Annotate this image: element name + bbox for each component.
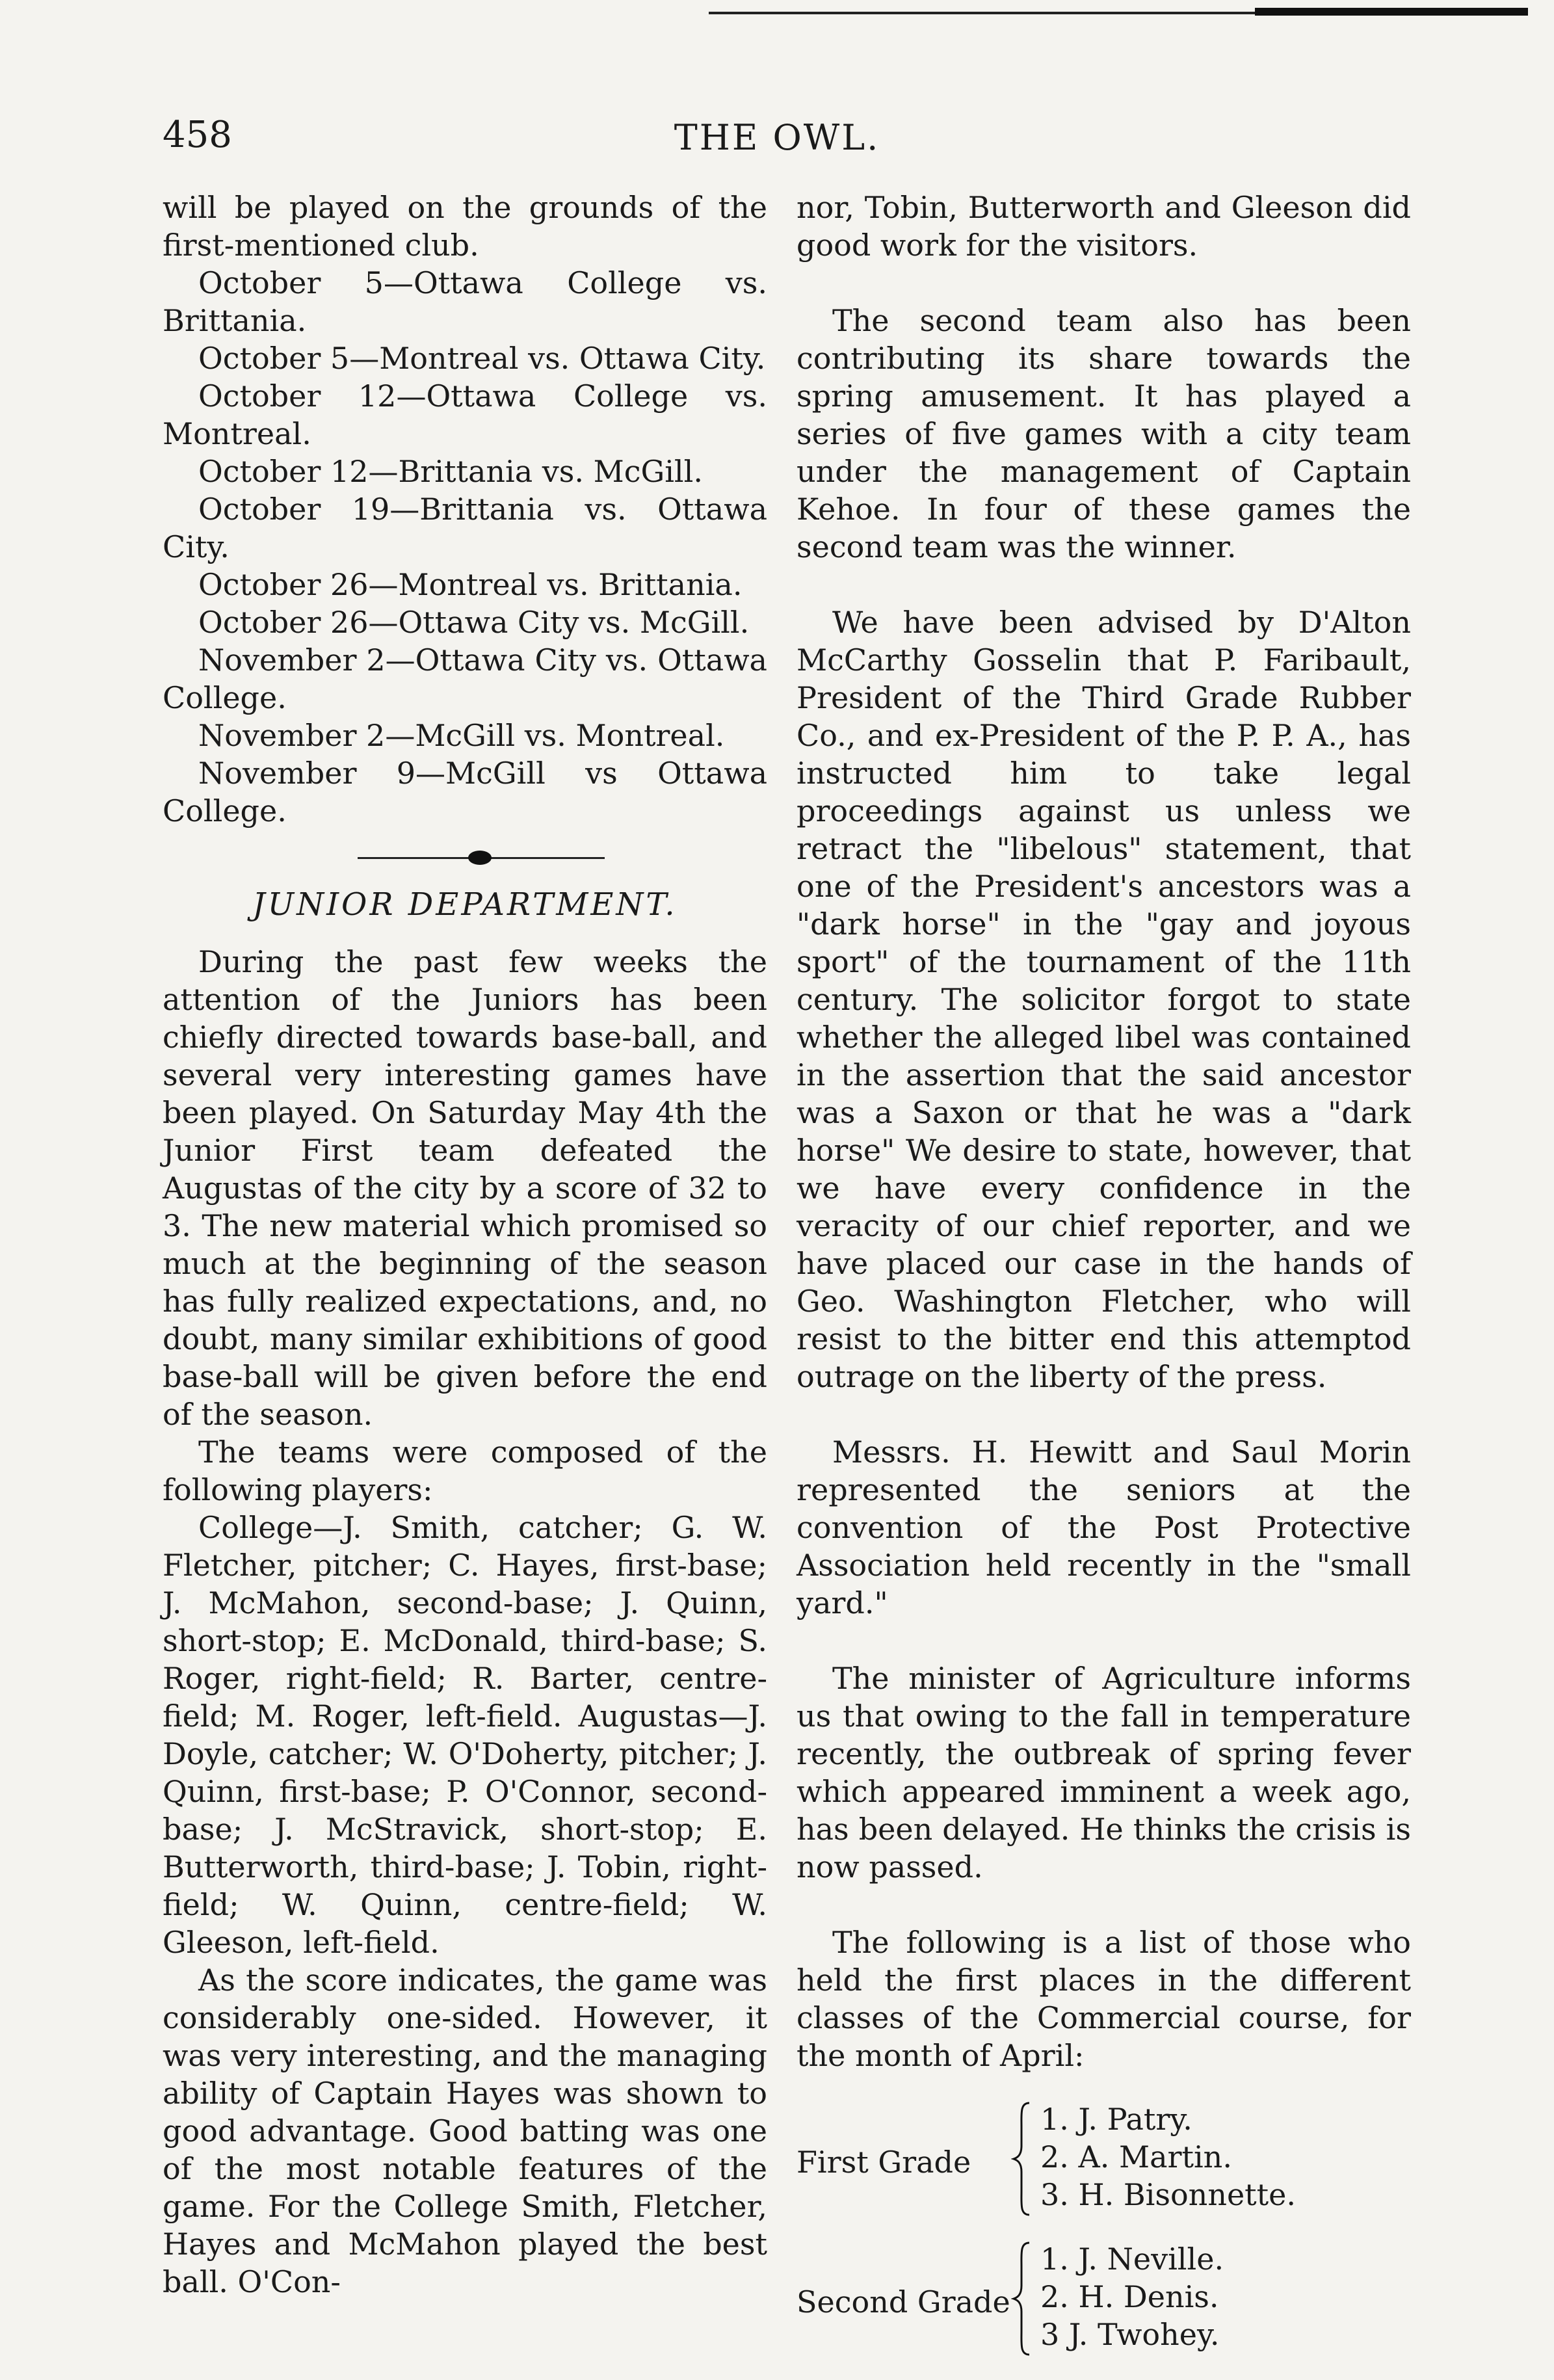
right-column xyxy=(797,189,1411,2380)
brace-icon xyxy=(1011,2100,1033,2217)
section-title: JUNIOR DEPARTMENT. xyxy=(252,886,678,923)
list-item: 1. J. Patry. xyxy=(1040,2102,1192,2137)
paragraph: The minister of Agriculture informs us that owing to the fall in temperature recently, the outbreak of spring fever which appeared imminent a week ago, has been delayed. He thinks the crisis is now passed. xyxy=(797,1661,1411,1884)
brace-icon xyxy=(1011,2240,1033,2357)
paragraph: Messrs. H. Hewitt and Saul Morin represented the seniors at the convention of the Post Protective Association held recently in the "small yard." xyxy=(797,1435,1411,1620)
schedule-item: October 19—Brittania vs. Ottawa City. xyxy=(163,492,767,564)
paragraph: We have been advised by D'Alton McCarthy Gosselin that P. Faribault, President of the Third Grade Rubber Co., and ex-President of the P. P. A., has instructed him to take legal proceedings against us unless we retract the "libelous" statement, that one of the President's ancestors was a "dark horse" in the "gay and joyous sport" of the tournament of the 11th century. The solicitor forgot to state whether the alleged libel was contained in the assertion that the said ancestor was a Saxon or that he was a "dark horse" We desire to state, however, that we have every confidence in the veracity of our chief reporter, and we have placed our case in the hands of Geo. Washington Fletcher, who will resist to the bitter end this attemptod outrage on the liberty of the press. xyxy=(797,605,1411,1394)
grade-label: Second Grade xyxy=(797,2284,1010,2320)
paragraph: As the score indicates, the game was considerably one-sided. However, it was very interesting, and the managing ability of Captain Hayes was shown to good advantage. Good batting was one of the most notable features of the game. For the College Smith, Fletcher, Hayes and McMahon played the best ball. O'Con- xyxy=(163,1963,767,2299)
top-rule xyxy=(709,12,1528,14)
list-item: 2. A. Martin. xyxy=(1040,2139,1232,2175)
honors-list xyxy=(797,2100,1411,2380)
paragraph: The following is a list of those who held the first places in the different classes of the Commercial course, for the month of April: xyxy=(797,1925,1411,2073)
list-item: 3. H. Bisonnette. xyxy=(1040,2177,1296,2212)
grade-names xyxy=(1040,2240,1224,2353)
list-item: 2. H. Denis. xyxy=(1040,2279,1219,2314)
schedule-item: October 12—Brittania vs. McGill. xyxy=(198,454,703,489)
paragraph: The second team also has been contributing its share towards the spring amusement. It has played a series of five games with a city team under the management of Captain Kehoe. In four of these games the second team was the winner. xyxy=(797,303,1411,564)
schedule-item: November 9—McGill vs Ottawa College. xyxy=(163,756,767,828)
list-item: 3 J. Twohey. xyxy=(1040,2317,1220,2352)
paragraph: During the past few weeks the attention of the Juniors has been chiefly directed towards base-ball, and several very interesting games have been played. On Saturday May 4th the Junior First team defeated the Augustas of the city by a score of 32 to 3. The new material which promised so much at the beginning of the season has fully realized expectations, and, no doubt, many similar exhibitions of good base-ball will be given before the end of the season. xyxy=(163,944,767,1432)
schedule-item: October 5—Ottawa College vs. Brittania. xyxy=(163,265,767,338)
top-rule-thick xyxy=(1255,8,1528,16)
paragraph: College—J. Smith, catcher; G. W. Fletcher, pitcher; C. Hayes, first-base; J. McMahon, second-base; J. Quinn, short-stop; E. McDonald, third-base; S. Roger, right-field; R. Barter, centre-field; M. Roger, left-field. Augustas—J. Doyle, catcher; W. O'Doherty, pitcher; J. Quinn, first-base; P. O'Connor, second-base; J. McStravick, short-stop; E. Butterworth, third-base; J. Tobin, right-field; W. Quinn, centre-field; W. Gleeson, left-field. xyxy=(163,1510,767,1960)
running-title: THE OWL. xyxy=(674,117,880,158)
list-item: 1. J. Neville. xyxy=(1040,2241,1224,2277)
grade-group xyxy=(797,2100,1411,2224)
grade-label: First Grade xyxy=(797,2145,971,2180)
page-number: 458 xyxy=(163,114,232,156)
grade-names xyxy=(1040,2100,1296,2214)
paragraph: nor, Tobin, Butterworth and Gleeson did good work for the visitors. xyxy=(797,190,1411,263)
schedule-item: October 26—Ottawa City vs. McGill. xyxy=(198,605,750,640)
schedule-item: October 26—Montreal vs. Brittania. xyxy=(198,567,743,602)
schedule-item: November 2—Ottawa City vs. Ottawa College. xyxy=(163,642,767,715)
section-divider xyxy=(163,839,767,877)
schedule-item: October 12—Ottawa College vs. Montreal. xyxy=(163,378,767,451)
paragraph: The teams were composed of the following players: xyxy=(163,1435,767,1507)
divider-ornament xyxy=(468,851,492,865)
schedule-item: November 2—McGill vs. Montreal. xyxy=(198,718,725,753)
left-column xyxy=(163,189,767,2301)
schedule-item: October 5—Montreal vs. Ottawa City. xyxy=(198,341,766,376)
intro-text: will be played on the grounds of the first-mentioned club. xyxy=(163,190,767,263)
grade-group xyxy=(797,2240,1411,2364)
